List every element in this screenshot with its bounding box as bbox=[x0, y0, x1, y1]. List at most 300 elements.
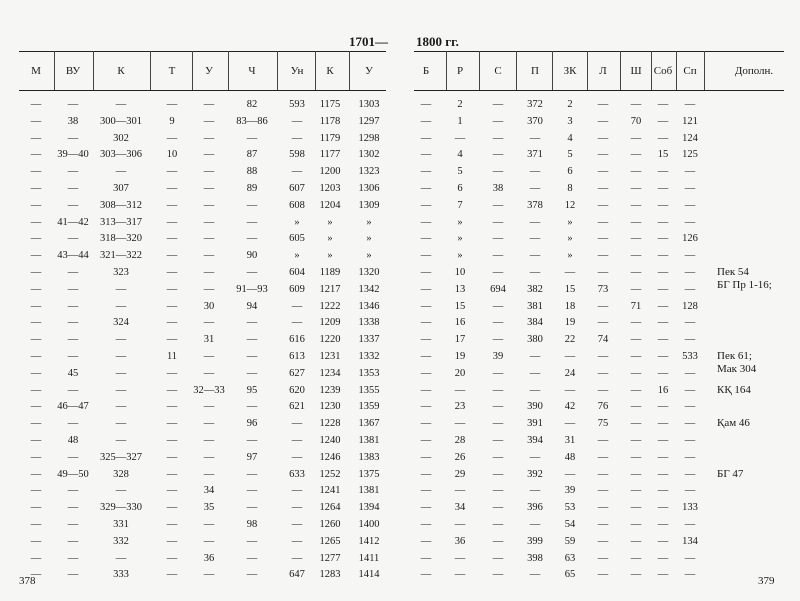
table-row bbox=[19, 163, 386, 181]
table-cell: — bbox=[529, 451, 541, 463]
table-cell: — bbox=[30, 502, 42, 514]
table-cell: — bbox=[564, 418, 576, 430]
table-row bbox=[19, 331, 386, 349]
table-cell: — bbox=[115, 367, 127, 379]
table-cell: 313—317 bbox=[100, 216, 142, 228]
table-row bbox=[19, 550, 386, 568]
table-cell: — bbox=[529, 384, 541, 396]
table-cell: — bbox=[420, 485, 432, 497]
table-cell: — bbox=[597, 384, 609, 396]
table-cell: — bbox=[597, 317, 609, 329]
table-cell: — bbox=[657, 115, 669, 127]
table-cell: — bbox=[529, 569, 541, 581]
table-cell: — bbox=[657, 183, 669, 194]
table-cell: — bbox=[246, 502, 258, 514]
table-cell: — bbox=[203, 317, 215, 329]
table-cell: — bbox=[420, 502, 432, 514]
table-cell: 1241 bbox=[319, 485, 341, 497]
table-cell: — bbox=[597, 267, 609, 278]
table-cell: — bbox=[630, 334, 642, 346]
table-cell: 15 bbox=[564, 283, 576, 295]
table-cell: 1228 bbox=[319, 418, 341, 430]
table-cell: — bbox=[684, 216, 696, 228]
table-cell: 1381 bbox=[358, 435, 380, 446]
table-cell: 321—322 bbox=[100, 250, 142, 262]
table-cell: — bbox=[166, 502, 178, 514]
table-cell: — bbox=[492, 367, 504, 379]
table-cell: — bbox=[657, 519, 669, 530]
table-cell: — bbox=[597, 166, 609, 178]
table-row bbox=[414, 180, 784, 198]
table-cell: — bbox=[492, 250, 504, 262]
table-cell: 10 bbox=[166, 149, 178, 161]
table-cell: 126 bbox=[682, 233, 698, 245]
table-cell: 621 bbox=[289, 401, 305, 413]
table-cell: 39—40 bbox=[57, 149, 89, 161]
table-cell: — bbox=[420, 451, 432, 463]
table-cell: — bbox=[657, 435, 669, 446]
table-cell: 398 bbox=[527, 552, 543, 564]
table-cell: 607 bbox=[289, 183, 305, 194]
table-cell: — bbox=[492, 216, 504, 228]
table-cell: 16 bbox=[657, 384, 669, 396]
table-cell: 34 bbox=[203, 485, 215, 497]
table-row bbox=[414, 566, 784, 584]
table-cell: — bbox=[420, 384, 432, 396]
table-cell: — bbox=[30, 418, 42, 430]
table-cell: — bbox=[30, 468, 42, 480]
table-cell: — bbox=[597, 435, 609, 446]
table-row bbox=[19, 214, 386, 232]
table-cell: — bbox=[597, 216, 609, 228]
table-cell: 6 bbox=[567, 166, 573, 178]
table-cell: — bbox=[657, 535, 669, 547]
table-cell: 29 bbox=[454, 468, 466, 480]
table-cell: 7 bbox=[457, 199, 463, 211]
column-header: К bbox=[326, 65, 334, 77]
table-cell: — bbox=[246, 233, 258, 245]
table-cell: — bbox=[420, 267, 432, 278]
column-header: Ун bbox=[290, 65, 304, 77]
table-cell: — bbox=[203, 351, 215, 362]
table-cell: 325—327 bbox=[100, 451, 142, 463]
table-cell: 1189 bbox=[319, 267, 341, 278]
table-cell: — bbox=[246, 132, 258, 144]
table-cell: — bbox=[657, 199, 669, 211]
table-cell: 1394 bbox=[358, 502, 380, 514]
table-cell: — bbox=[597, 199, 609, 211]
table-cell: — bbox=[630, 183, 642, 194]
table-row bbox=[414, 482, 784, 500]
table-cell: — bbox=[420, 300, 432, 312]
table-cell: — bbox=[420, 334, 432, 346]
table-row bbox=[414, 146, 784, 164]
table-cell: » bbox=[327, 250, 333, 262]
table-cell: 371 bbox=[527, 149, 543, 161]
table-row bbox=[19, 314, 386, 332]
table-cell: — bbox=[115, 351, 127, 362]
column-header: У bbox=[205, 65, 213, 77]
table-cell: 63 bbox=[564, 552, 576, 564]
table-cell: 125 bbox=[682, 149, 698, 161]
table-cell: — bbox=[420, 317, 432, 329]
table-cell: — bbox=[684, 569, 696, 581]
title-right: 1800 гг. bbox=[416, 34, 459, 49]
table-cell: — bbox=[291, 115, 303, 127]
table-cell: 73 bbox=[597, 283, 609, 295]
table-cell: — bbox=[597, 99, 609, 110]
table-cell: — bbox=[630, 451, 642, 463]
table-cell: — bbox=[203, 283, 215, 295]
table-cell: 34 bbox=[454, 502, 466, 514]
table-cell: — bbox=[630, 283, 642, 295]
table-cell: — bbox=[291, 132, 303, 144]
table-cell: — bbox=[657, 451, 669, 463]
table-cell: — bbox=[492, 401, 504, 413]
table-cell: — bbox=[454, 384, 466, 396]
table-cell: 1220 bbox=[319, 334, 341, 346]
table-cell: — bbox=[630, 250, 642, 262]
table-cell: — bbox=[492, 485, 504, 497]
table-cell: — bbox=[115, 552, 127, 564]
table-cell: 35 bbox=[203, 502, 215, 514]
table-cell: — bbox=[115, 485, 127, 497]
table-cell: — bbox=[630, 552, 642, 564]
table-cell: — bbox=[657, 283, 669, 295]
table-cell: 5 bbox=[457, 166, 463, 178]
table-cell: 396 bbox=[527, 502, 543, 514]
table-cell: 381 bbox=[527, 300, 543, 312]
table-cell: — bbox=[203, 418, 215, 430]
table-cell: 59 bbox=[564, 535, 576, 547]
table-cell: 382 bbox=[527, 283, 543, 295]
table-cell: — bbox=[115, 283, 127, 295]
table-cell: 90 bbox=[246, 250, 258, 262]
table-cell: 1177 bbox=[319, 149, 341, 161]
table-cell: 1239 bbox=[319, 384, 341, 396]
table-cell: — bbox=[115, 418, 127, 430]
table-row bbox=[19, 466, 386, 484]
table-row bbox=[414, 197, 784, 215]
table-cell: 328 bbox=[113, 468, 129, 480]
table-cell: 11 bbox=[166, 351, 178, 362]
table-row bbox=[414, 533, 784, 551]
table-cell: — bbox=[246, 367, 258, 379]
table-cell: — bbox=[166, 216, 178, 228]
table-cell: — bbox=[684, 199, 696, 211]
table-cell: — bbox=[657, 216, 669, 228]
table-cell: 65 bbox=[564, 569, 576, 581]
table-cell: — bbox=[420, 351, 432, 362]
table-cell: — bbox=[529, 367, 541, 379]
table-cell: 4 bbox=[567, 132, 573, 144]
table-cell: 392 bbox=[527, 468, 543, 480]
table-cell: — bbox=[630, 535, 642, 547]
table-cell: » bbox=[366, 216, 372, 228]
table-cell: 324 bbox=[113, 317, 129, 329]
table-cell: 609 bbox=[289, 283, 305, 295]
table-cell: — bbox=[420, 216, 432, 228]
table-cell: — bbox=[529, 166, 541, 178]
table-cell: — bbox=[203, 250, 215, 262]
table-row bbox=[414, 398, 784, 416]
column-header: К bbox=[117, 65, 125, 77]
additional-note: Пек 54 БГ Пр 1-16; bbox=[717, 266, 772, 291]
table-cell: — bbox=[454, 569, 466, 581]
table-cell: — bbox=[30, 300, 42, 312]
table-cell: 1381 bbox=[358, 485, 380, 497]
table-cell: 134 bbox=[682, 535, 698, 547]
column-header: Л bbox=[599, 65, 607, 77]
table-row bbox=[19, 247, 386, 265]
table-cell: — bbox=[246, 535, 258, 547]
table-cell: 71 bbox=[630, 300, 642, 312]
table-cell: 15 bbox=[657, 149, 669, 161]
table-cell: — bbox=[420, 535, 432, 547]
table-cell: — bbox=[166, 535, 178, 547]
table-cell: 1332 bbox=[358, 351, 380, 362]
table-row bbox=[19, 281, 386, 299]
table-cell: 627 bbox=[289, 367, 305, 379]
table-row bbox=[414, 449, 784, 467]
table-cell: — bbox=[291, 300, 303, 312]
table-cell: — bbox=[203, 451, 215, 463]
table-cell: 647 bbox=[289, 569, 305, 581]
table-cell: 605 bbox=[289, 233, 305, 245]
table-cell: — bbox=[684, 283, 696, 295]
table-cell: — bbox=[529, 132, 541, 144]
table-cell: 370 bbox=[527, 115, 543, 127]
table-cell: 1306 bbox=[358, 183, 380, 194]
table-cell: 12 bbox=[564, 199, 576, 211]
table-cell: » bbox=[567, 233, 573, 245]
table-cell: 3 bbox=[567, 115, 573, 127]
table-cell: 333 bbox=[113, 569, 129, 581]
table-cell: — bbox=[166, 468, 178, 480]
table-cell: — bbox=[657, 233, 669, 245]
table-cell: — bbox=[597, 552, 609, 564]
table-cell: — bbox=[67, 519, 79, 530]
table-cell: 608 bbox=[289, 199, 305, 211]
additional-note: КҚ 164 bbox=[717, 383, 751, 396]
table-cell: — bbox=[246, 216, 258, 228]
table-cell: 31 bbox=[203, 334, 215, 346]
table-row bbox=[414, 130, 784, 148]
column-header: Ч bbox=[248, 65, 256, 77]
table-cell: — bbox=[203, 401, 215, 413]
table-cell: — bbox=[492, 317, 504, 329]
table-cell: — bbox=[492, 468, 504, 480]
table-cell: 1342 bbox=[358, 283, 380, 295]
table-row bbox=[414, 163, 784, 181]
table-cell: 1400 bbox=[358, 519, 380, 530]
table-cell: — bbox=[30, 451, 42, 463]
table-row bbox=[19, 566, 386, 584]
table-cell: 6 bbox=[457, 183, 463, 194]
table-cell: 89 bbox=[246, 183, 258, 194]
column-header: ЗК bbox=[563, 65, 577, 77]
table-cell: 613 bbox=[289, 351, 305, 362]
table-cell: — bbox=[30, 149, 42, 161]
table-cell: — bbox=[420, 552, 432, 564]
table-cell: 1302 bbox=[358, 149, 380, 161]
table-row bbox=[19, 264, 386, 282]
table-cell: — bbox=[492, 502, 504, 514]
table-cell: 1204 bbox=[319, 199, 341, 211]
table-cell: 1414 bbox=[358, 569, 380, 581]
table-cell: 23 bbox=[454, 401, 466, 413]
table-cell: — bbox=[291, 535, 303, 547]
table-cell: — bbox=[492, 519, 504, 530]
table-cell: — bbox=[115, 334, 127, 346]
table-cell: — bbox=[166, 451, 178, 463]
column-header: Т bbox=[168, 65, 176, 77]
table-cell: — bbox=[166, 233, 178, 245]
table-cell: 70 bbox=[630, 115, 642, 127]
table-cell: — bbox=[115, 384, 127, 396]
table-cell: 53 bbox=[564, 502, 576, 514]
table-cell: — bbox=[166, 166, 178, 178]
table-cell: — bbox=[597, 132, 609, 144]
table-cell: — bbox=[115, 435, 127, 446]
table-cell: — bbox=[246, 552, 258, 564]
table-cell: 95 bbox=[246, 384, 258, 396]
table-cell: — bbox=[420, 132, 432, 144]
table-cell: — bbox=[291, 519, 303, 530]
table-cell: — bbox=[492, 334, 504, 346]
table-cell: — bbox=[203, 149, 215, 161]
table-cell: » bbox=[366, 250, 372, 262]
table-cell: — bbox=[630, 166, 642, 178]
table-cell: — bbox=[166, 519, 178, 530]
table-cell: — bbox=[166, 552, 178, 564]
table-cell: — bbox=[420, 401, 432, 413]
table-cell: — bbox=[684, 468, 696, 480]
column-header: Б bbox=[422, 65, 430, 77]
table-cell: 38 bbox=[67, 115, 79, 127]
table-cell: 15 bbox=[454, 300, 466, 312]
table-cell: — bbox=[657, 401, 669, 413]
table-cell: 5 bbox=[567, 149, 573, 161]
page-number-right: 379 bbox=[758, 575, 775, 587]
table-cell: — bbox=[30, 115, 42, 127]
table-cell: 1200 bbox=[319, 166, 341, 178]
table-cell: — bbox=[166, 250, 178, 262]
additional-note: БГ 47 bbox=[717, 467, 744, 480]
table-row bbox=[414, 331, 784, 349]
table-cell: — bbox=[657, 367, 669, 379]
column-header: С bbox=[494, 65, 502, 77]
table-cell: — bbox=[657, 418, 669, 430]
table-cell: 22 bbox=[564, 334, 576, 346]
table-cell: — bbox=[67, 502, 79, 514]
column-header: Сп bbox=[683, 65, 697, 77]
table-row bbox=[414, 247, 784, 265]
table-cell: — bbox=[597, 519, 609, 530]
table-cell: — bbox=[657, 485, 669, 497]
table-cell: 124 bbox=[682, 132, 698, 144]
table-cell: — bbox=[454, 519, 466, 530]
table-cell: 41—42 bbox=[57, 216, 89, 228]
table-cell: — bbox=[684, 451, 696, 463]
table-cell: — bbox=[67, 451, 79, 463]
table-cell: 1297 bbox=[358, 115, 380, 127]
table-cell: 1337 bbox=[358, 334, 380, 346]
table-row bbox=[414, 550, 784, 568]
table-cell: — bbox=[684, 401, 696, 413]
table-row bbox=[19, 533, 386, 551]
table-row bbox=[19, 398, 386, 416]
table-cell: 1298 bbox=[358, 132, 380, 144]
column-header: Р bbox=[456, 65, 464, 77]
table-cell: 10 bbox=[454, 267, 466, 278]
table-cell: — bbox=[630, 99, 642, 110]
table-cell: 1283 bbox=[319, 569, 341, 581]
table-cell: 2 bbox=[457, 99, 463, 110]
column-header: Ш bbox=[630, 65, 642, 77]
table-cell: — bbox=[657, 468, 669, 480]
table-cell: — bbox=[529, 519, 541, 530]
table-cell: — bbox=[203, 216, 215, 228]
table-cell: — bbox=[492, 435, 504, 446]
header-rule-bottom bbox=[414, 90, 784, 91]
table-cell: 32—33 bbox=[193, 384, 225, 396]
table-cell: 1411 bbox=[358, 552, 380, 564]
table-cell: — bbox=[67, 552, 79, 564]
table-cell: — bbox=[684, 250, 696, 262]
table-cell: — bbox=[166, 485, 178, 497]
table-cell: — bbox=[67, 535, 79, 547]
table-cell: — bbox=[657, 351, 669, 362]
table-cell: — bbox=[203, 166, 215, 178]
table-cell: — bbox=[492, 300, 504, 312]
table-cell: 1231 bbox=[319, 351, 341, 362]
table-cell: 1303 bbox=[358, 99, 380, 110]
table-cell: » bbox=[457, 216, 463, 228]
table-cell: — bbox=[420, 115, 432, 127]
table-cell: » bbox=[327, 216, 333, 228]
table-cell: — bbox=[684, 384, 696, 396]
table-cell: — bbox=[454, 418, 466, 430]
table-cell: — bbox=[115, 401, 127, 413]
table-cell: 42 bbox=[564, 401, 576, 413]
table-cell: 18 bbox=[564, 300, 576, 312]
table-cell: 300—301 bbox=[100, 115, 142, 127]
table-cell: — bbox=[630, 199, 642, 211]
table-row bbox=[19, 348, 386, 366]
table-cell: 76 bbox=[597, 401, 609, 413]
table-row bbox=[19, 197, 386, 215]
table-row bbox=[19, 516, 386, 534]
table-cell: 24 bbox=[564, 367, 576, 379]
table-cell: — bbox=[203, 199, 215, 211]
table-cell: 39 bbox=[492, 351, 504, 362]
table-row bbox=[414, 230, 784, 248]
table-cell: 1353 bbox=[358, 367, 380, 379]
table-cell: — bbox=[684, 519, 696, 530]
table-cell: — bbox=[420, 569, 432, 581]
table-cell: — bbox=[166, 435, 178, 446]
table-cell: — bbox=[684, 183, 696, 194]
table-cell: — bbox=[657, 569, 669, 581]
table-cell: — bbox=[492, 149, 504, 161]
table-cell: — bbox=[684, 99, 696, 110]
page-number-left: 378 bbox=[19, 575, 36, 587]
table-cell: — bbox=[67, 418, 79, 430]
table-cell: — bbox=[420, 283, 432, 295]
table-cell: — bbox=[492, 233, 504, 245]
table-cell: 331 bbox=[113, 519, 129, 530]
